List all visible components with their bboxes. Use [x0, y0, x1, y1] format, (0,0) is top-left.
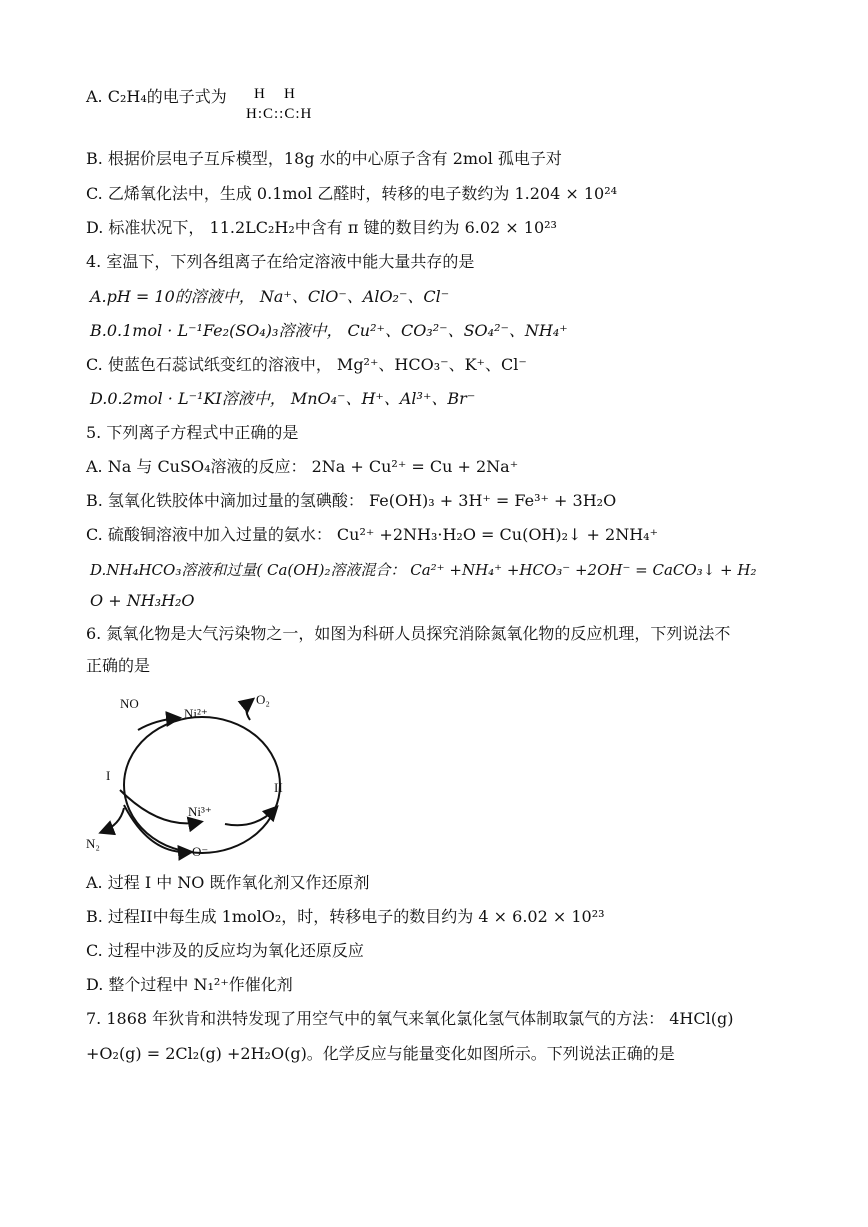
- q6-option-b: B. 过程II中每生成 1molO₂，时，转移电子的数目约为 4 × 6.02 × 10²³: [86, 907, 605, 926]
- q4-stem: 4. 室温下，下列各组离子在给定溶液中能大量共存的是: [86, 252, 475, 271]
- q6-stem-line1: 6. 氮氧化物是大气污染物之一，如图为科研人员探究消除氮氧化物的反应机理，下列说法不: [86, 624, 731, 643]
- arrow-n2-out: [102, 808, 124, 832]
- label-ni2: Ni²⁺: [184, 706, 208, 721]
- q5-option-c: C. 硫酸铜溶液中加入过量的氨水： Cu²⁺ +2NH₃·H₂O = Cu(OH)₂↓ + 2NH₄⁺: [86, 525, 659, 544]
- label-o2: O₂: [256, 692, 270, 707]
- q3-option-c: C. 乙烯氧化法中，生成 0.1mol 乙醛时，转移的电子数约为 1.204 × 10²⁴: [86, 184, 618, 203]
- q5-option-d-line1: D.NH₄HCO₃溶液和过量( Ca(OH)₂溶液混合： Ca²⁺ +NH₄⁺ +HCO₃⁻ +2OH⁻ = CaCO₃↓ + H₂: [90, 561, 757, 579]
- q5-option-a: A. Na 与 CuSO₄溶液的反应： 2Na + Cu²⁺ = Cu + 2Na⁺: [86, 457, 519, 476]
- label-n2: N₂: [86, 836, 100, 851]
- arrow-o2-out: [246, 700, 252, 720]
- label-step-1: I: [106, 768, 111, 783]
- cycle-circle: [124, 717, 280, 853]
- reaction-mechanism-diagram: [80, 690, 310, 870]
- lewis-h-top-1: H: [254, 86, 265, 102]
- q4-option-d: D.0.2mol · L⁻¹KI溶液中， MnO₄⁻、H⁺、Al³⁺、Br⁻: [90, 389, 476, 408]
- q7-stem-line2: +O₂(g) = 2Cl₂(g) +2H₂O(g)。化学反应与能量变化如图所示。下列说法正确的是: [86, 1044, 675, 1063]
- q4-option-c: C. 使蓝色石蕊试纸变红的溶液中， Mg²⁺、HCO₃⁻、K⁺、Cl⁻: [86, 355, 527, 374]
- arrow-to-ominus: [124, 805, 190, 852]
- arrow-ni3-to-ii: [225, 808, 276, 825]
- q5-option-d-line2: O + NH₃H₂O: [90, 591, 195, 610]
- label-ni3: Ni³⁺: [188, 804, 212, 819]
- lewis-h-top-2: H: [284, 86, 295, 102]
- q7-stem-line1: 7. 1868 年狄肯和洪特发现了用空气中的氧气来氧化氯化氢气体制取氯气的方法： 4HCl(g): [86, 1009, 734, 1028]
- q6-option-c: C. 过程中涉及的反应均为氧化还原反应: [86, 941, 364, 960]
- q3-option-d: D. 标准状况下， 11.2LC₂H₂中含有 π 键的数目约为 6.02 × 10²³: [86, 218, 557, 237]
- lewis-row: H:C::C:H: [246, 106, 313, 122]
- q6-option-a: A. 过程 I 中 NO 既作氧化剂又作还原剂: [86, 873, 370, 892]
- q3-option-a: A. C₂H₄的电子式为: [86, 87, 227, 106]
- label-ominus: O⁻: [192, 844, 209, 859]
- q3-option-b: B. 根据价层电子互斥模型，18g 水的中心原子含有 2mol 孤电子对: [86, 149, 562, 168]
- label-step-2: II: [274, 780, 283, 795]
- q5-option-b: B. 氢氧化铁胶体中滴加过量的氢碘酸： Fe(OH)₃ + 3H⁺ = Fe³⁺ + 3H₂O: [86, 491, 617, 510]
- q6-stem-line2: 正确的是: [86, 656, 151, 675]
- q6-option-d: D. 整个过程中 N₁²⁺作催化剂: [86, 975, 293, 994]
- q4-option-b: B.0.1mol · L⁻¹Fe₂(SO₄)₃溶液中， Cu²⁺、CO₃²⁻、SO₄²⁻、NH₄⁺: [90, 321, 568, 340]
- label-no: NO: [120, 696, 139, 711]
- q4-option-a: A.pH = 10的溶液中， Na⁺、ClO⁻、AlO₂⁻、Cl⁻: [90, 287, 450, 306]
- q5-stem: 5. 下列离子方程式中正确的是: [86, 423, 299, 442]
- lewis-structure-c2h4: [246, 84, 326, 124]
